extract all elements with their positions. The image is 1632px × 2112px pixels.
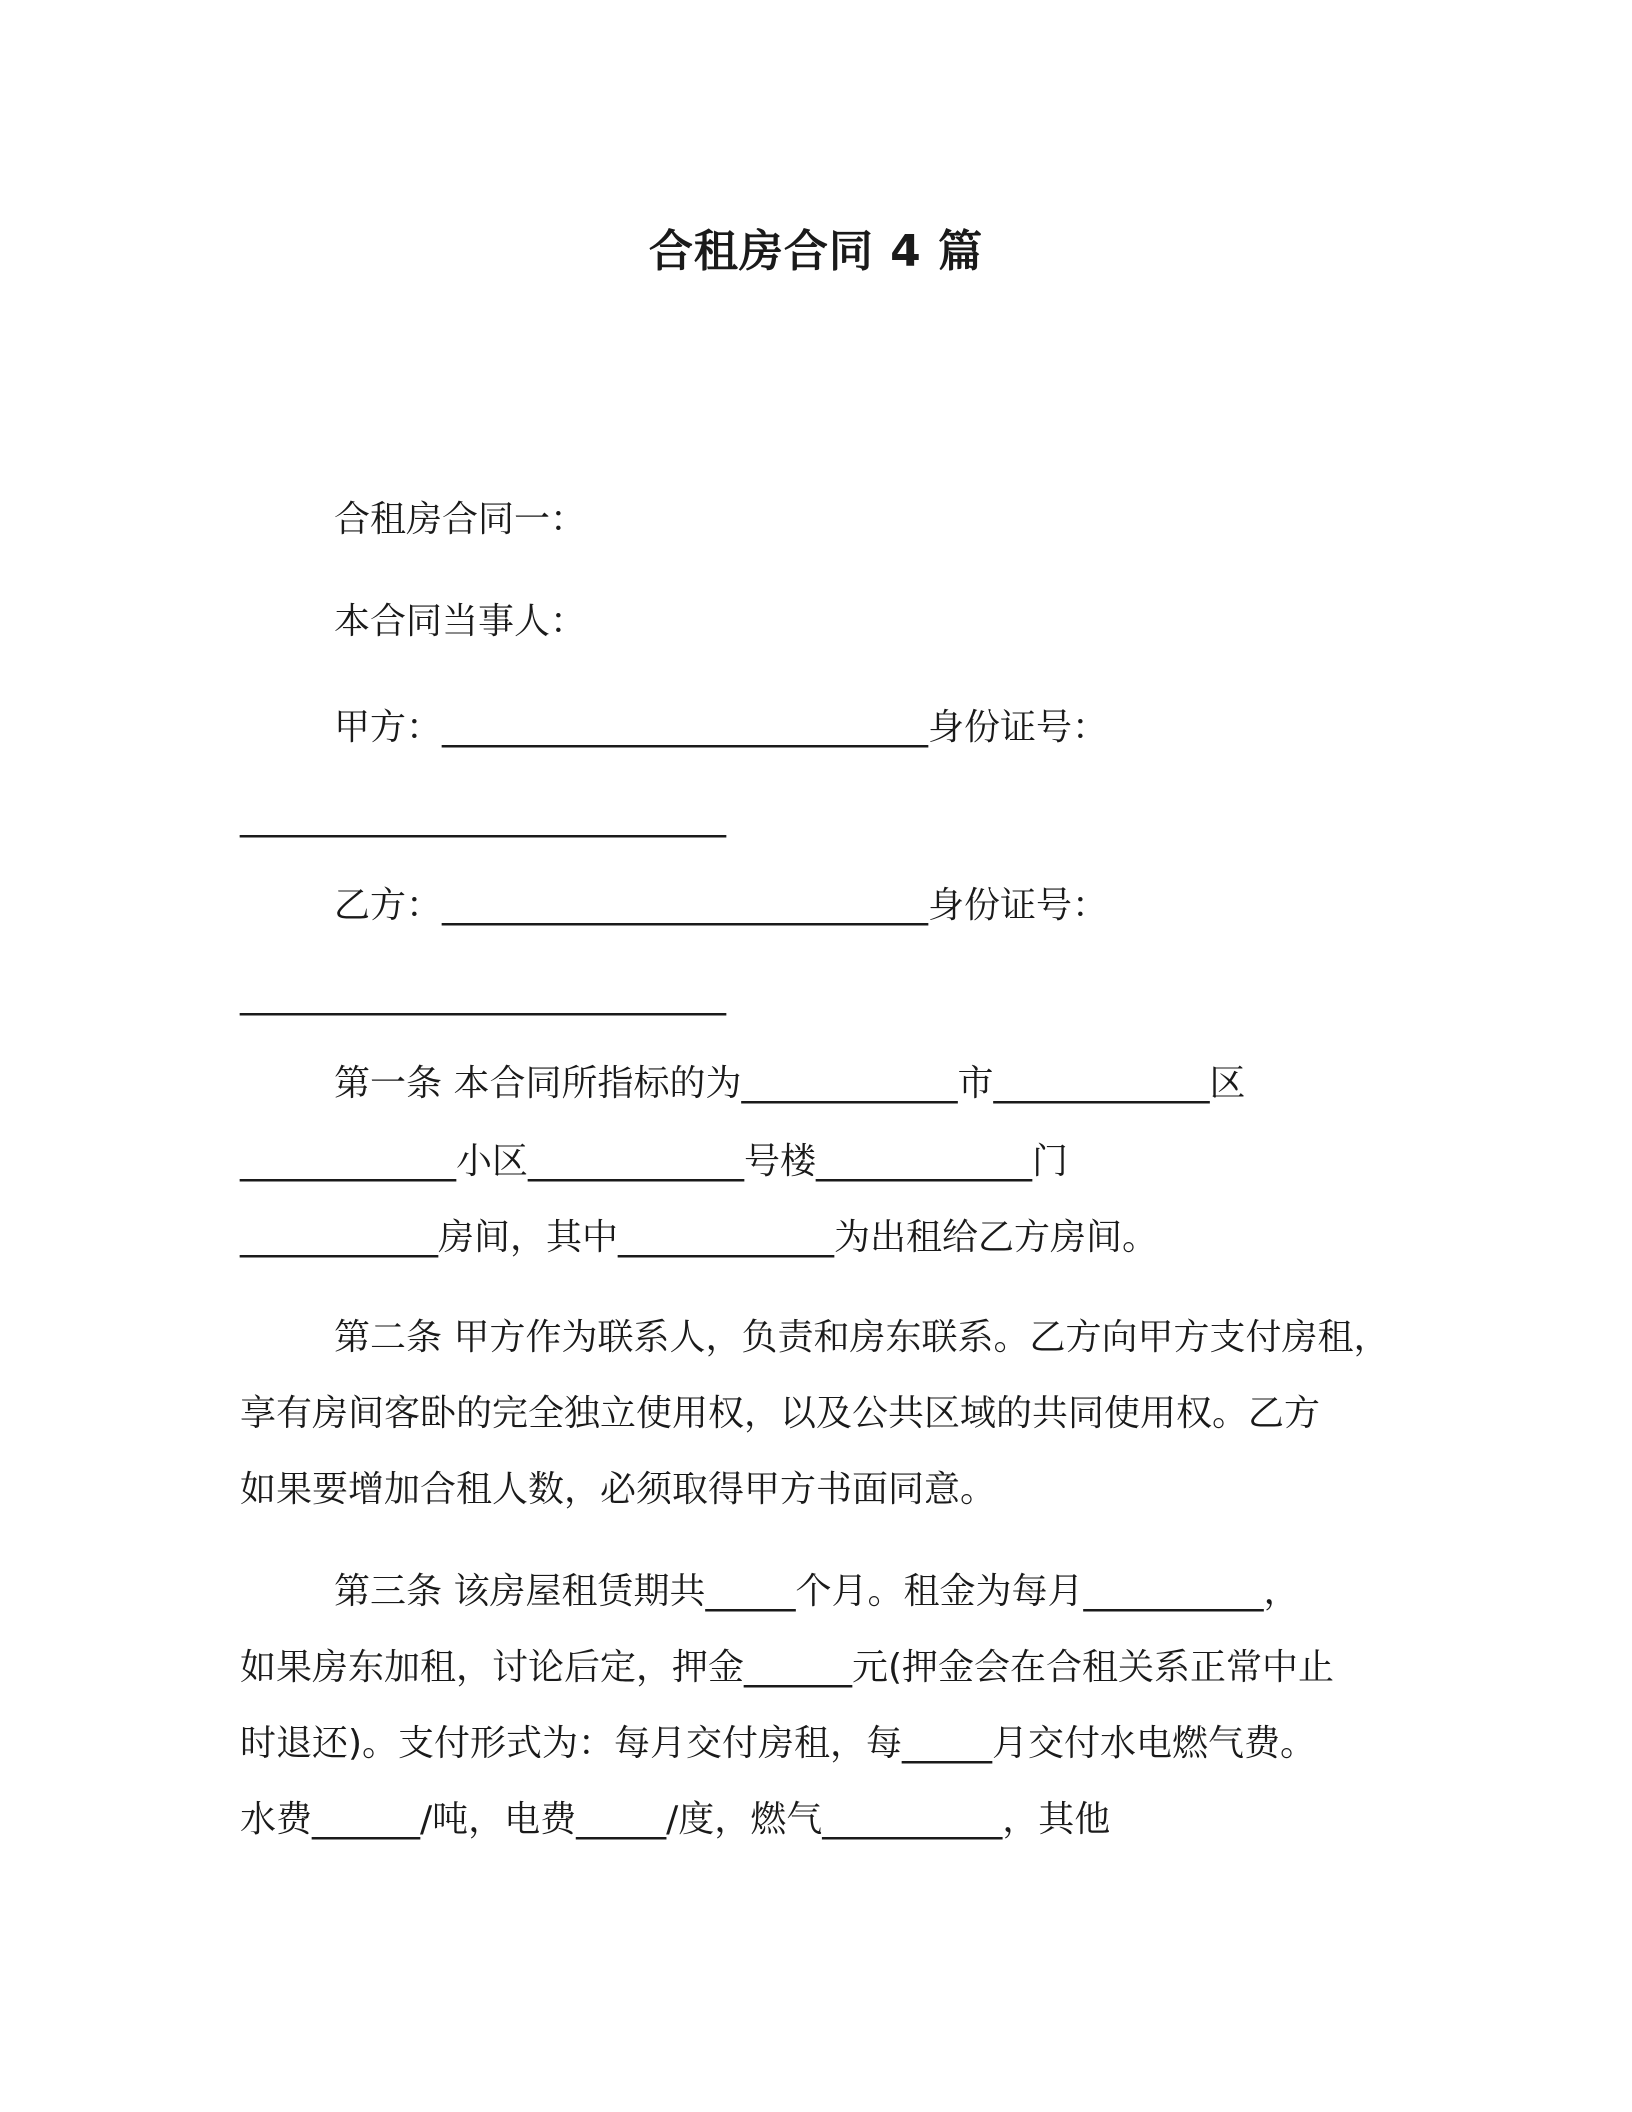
article-3-line-3: 时退还)。支付形式为：每月交付房租，每_____月交付水电燃气费。 xyxy=(240,1723,1317,1764)
article-2-line-3: 如果要增加合租人数，必须取得甲方书面同意。 xyxy=(240,1469,997,1510)
article-3-line-2: 如果房东加租，讨论后定，押金______元(押金会在合租关系正常中止 xyxy=(240,1647,1335,1688)
party-a-line: 甲方：___________________________身份证号： xyxy=(334,707,1109,748)
article-3-line-4: 水费______/吨，电费_____/度，燃气__________，其他 xyxy=(240,1799,1111,1840)
article-2-line-1: 第二条 甲方作为联系人，负责和房东联系。乙方向甲方支付房租， xyxy=(334,1317,1390,1358)
article-1-line-2: ____________小区____________号楼____________门 xyxy=(240,1141,1068,1182)
article-1-line-3: ___________房间，其中____________为出租给乙方房间。 xyxy=(240,1217,1159,1258)
document-title: 合租房合同 4 篇 xyxy=(648,226,984,277)
parties-label: 本合同当事人： xyxy=(334,601,587,642)
party-b-id-blank: ___________________________ xyxy=(240,975,726,1016)
party-b-line: 乙方：___________________________身份证号： xyxy=(334,885,1109,926)
section-heading: 合租房合同一： xyxy=(334,499,587,540)
article-2-line-2: 享有房间客卧的完全独立使用权，以及公共区域的共同使用权。乙方 xyxy=(240,1393,1321,1434)
article-3-line-1: 第三条 该房屋租赁期共_____个月。租金为每月__________， xyxy=(334,1571,1300,1612)
article-1-line-1: 第一条 本合同所指标的为____________市____________区 xyxy=(334,1063,1246,1104)
party-a-id-blank: ___________________________ xyxy=(240,797,726,838)
